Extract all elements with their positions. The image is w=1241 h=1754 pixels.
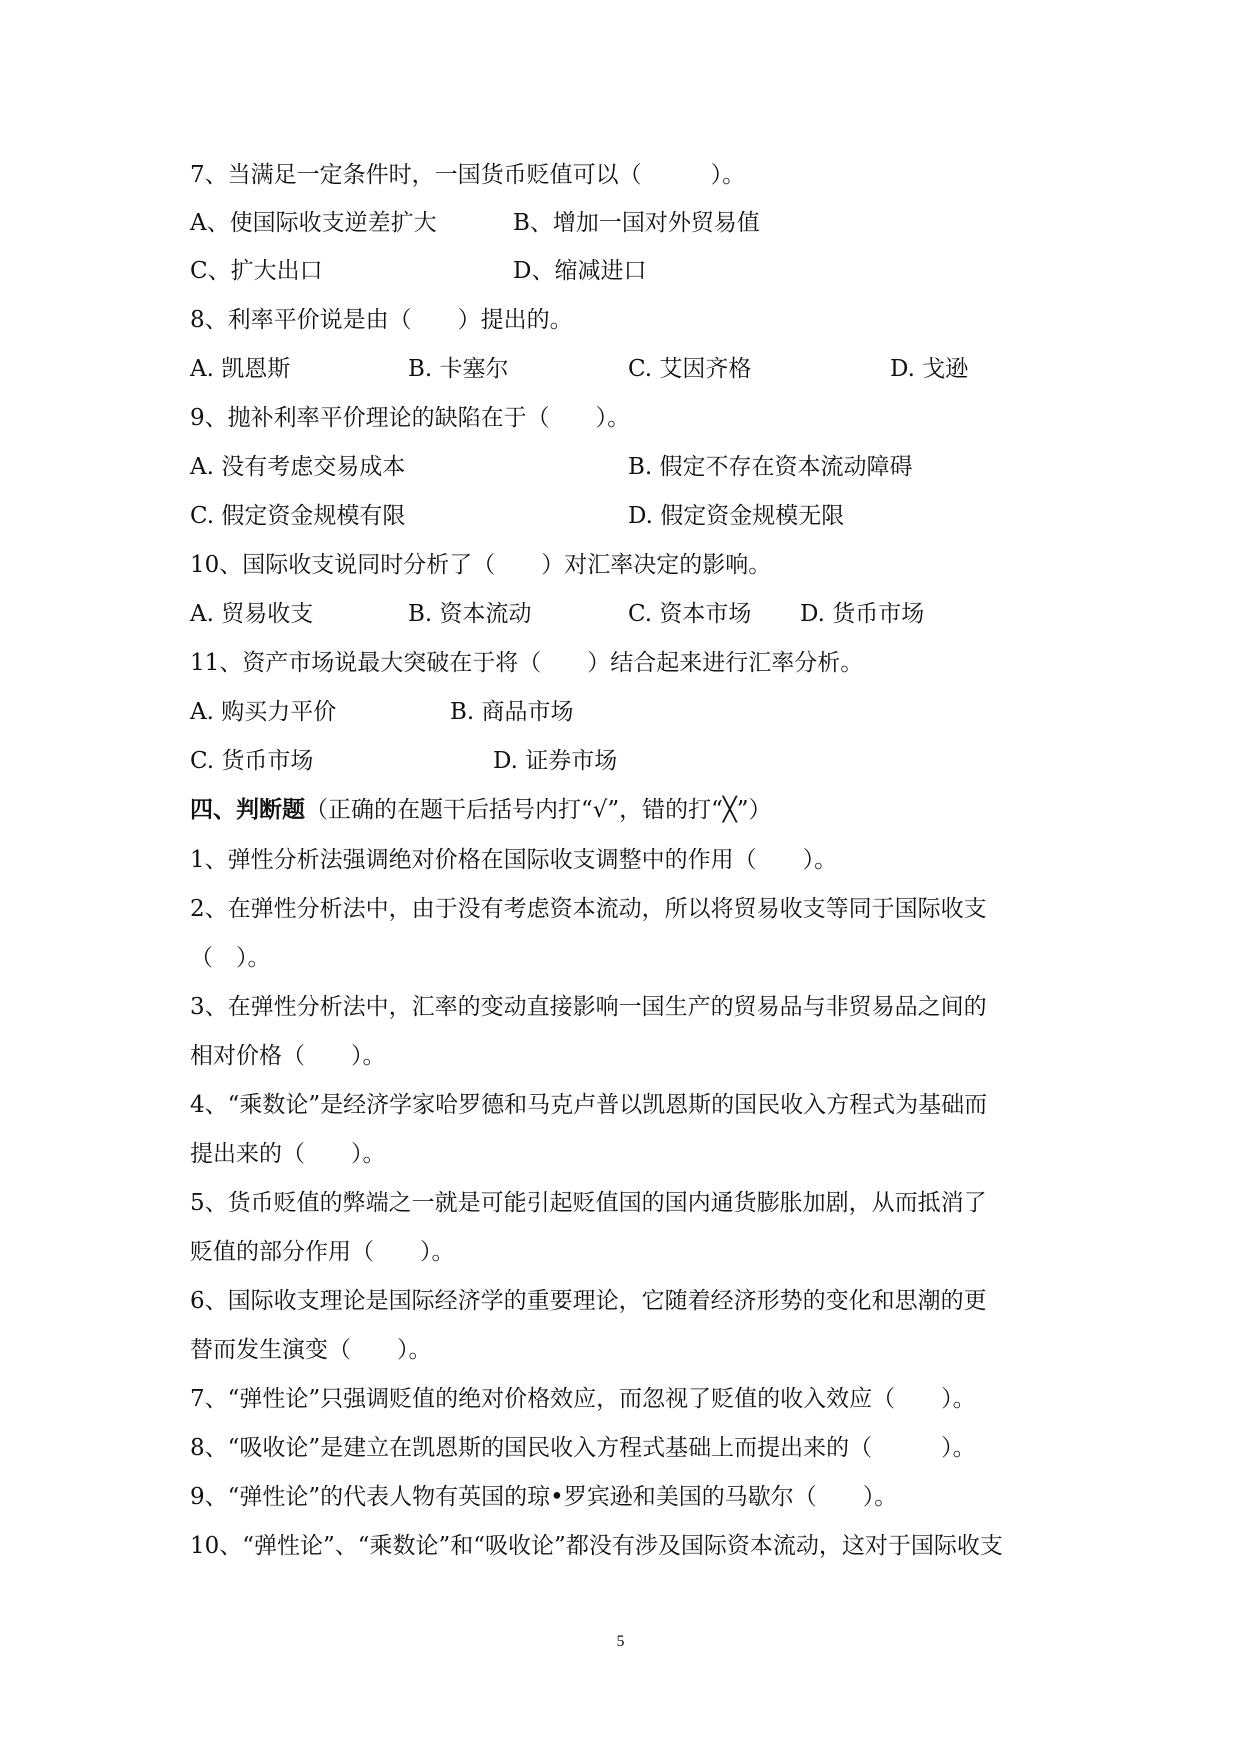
- option-10d: D. 货币市场: [800, 601, 925, 627]
- option-9d: D. 假定资金规模无限: [628, 503, 845, 529]
- tf-line-10: 6、国际收支理论是国际经济学的重要理论，它随着经济形势的变化和思潮的更: [190, 1288, 987, 1314]
- option-8b: B. 卡塞尔: [408, 356, 509, 382]
- tf-line-3: （ ）。: [190, 945, 271, 971]
- tf-line-9: 贬值的部分作用（ ）。: [190, 1239, 455, 1265]
- option-11b: B. 商品市场: [450, 699, 574, 725]
- tf-line-14: 9、“弹性论”的代表人物有英国的琼•罗宾逊和美国的马歇尔（ ）。: [190, 1484, 898, 1510]
- tf-line-1: 1、弹性分析法强调绝对价格在国际收支调整中的作用（ ）。: [190, 847, 838, 873]
- question-9: 9、抛补利率平价理论的缺陷在于（ ）。: [190, 405, 631, 431]
- tf-line-11: 替而发生演变（ ）。: [190, 1337, 432, 1363]
- option-11a: A. 购买力平价: [190, 699, 337, 725]
- question-10: 10、国际收支说同时分析了（ ）对汇率决定的影响。: [190, 552, 772, 578]
- question-11: 11、资产市场说最大突破在于将（ ）结合起来进行汇率分析。: [190, 650, 864, 676]
- option-11c: C. 货币市场: [190, 748, 314, 774]
- tf-line-5: 相对价格（ ）。: [190, 1043, 386, 1069]
- option-7a: A、使国际收支逆差扩大: [190, 210, 437, 236]
- tf-line-13: 8、“吸收论”是建立在凯恩斯的国民收入方程式基础上而提出来的（ ）。: [190, 1435, 976, 1461]
- option-7b: B、增加一国对外贸易值: [513, 210, 760, 236]
- tf-line-2: 2、在弹性分析法中，由于没有考虑资本流动，所以将贸易收支等同于国际收支: [190, 896, 987, 922]
- option-10b: B. 资本流动: [408, 601, 532, 627]
- page-number: 5: [616, 1633, 625, 1650]
- section-4-heading: [190, 795, 772, 825]
- tf-line-8: 5、货币贬值的弊端之一就是可能引起贬值国的国内通货膨胀加剧，从而抵消了: [190, 1190, 987, 1216]
- question-8: 8、利率平价说是由（ ）提出的。: [190, 307, 573, 333]
- section-4-instruction: （正确的在题干后括号内打“√”，错的打“╳”）: [305, 797, 772, 823]
- option-10c: C. 资本市场: [628, 601, 752, 627]
- option-9c: C. 假定资金规模有限: [190, 503, 406, 529]
- tf-line-12: 7、“弹性论”只强调贬值的绝对价格效应，而忽视了贬值的收入效应（ ）。: [190, 1386, 976, 1412]
- option-9b: B. 假定不存在资本流动障碍: [628, 454, 913, 480]
- option-11d: D. 证券市场: [493, 748, 618, 774]
- tf-line-15: 10、“弹性论”、“乘数论”和“吸收论”都没有涉及国际资本流动，这对于国际收支: [190, 1533, 1003, 1559]
- option-7c: C、扩大出口: [190, 258, 323, 284]
- option-8a: A. 凯恩斯: [190, 356, 291, 382]
- option-10a: A. 贸易收支: [190, 601, 314, 627]
- tf-line-4: 3、在弹性分析法中，汇率的变动直接影响一国生产的贸易品与非贸易品之间的: [190, 994, 987, 1020]
- option-8c: C. 艾因齐格: [628, 356, 752, 382]
- question-7: 7、当满足一定条件时，一国货币贬值可以（ ）。: [190, 162, 746, 188]
- option-7d: D、缩减进口: [513, 258, 647, 284]
- section-4-title: 四、判断题: [190, 796, 305, 823]
- tf-line-7: 提出来的（ ）。: [190, 1141, 386, 1167]
- option-9a: A. 没有考虑交易成本: [190, 454, 406, 480]
- tf-line-6: 4、“乘数论”是经济学家哈罗德和马克卢普以凯恩斯的国民收入方程式为基础而: [190, 1092, 988, 1118]
- option-8d: D. 戈逊: [890, 356, 969, 382]
